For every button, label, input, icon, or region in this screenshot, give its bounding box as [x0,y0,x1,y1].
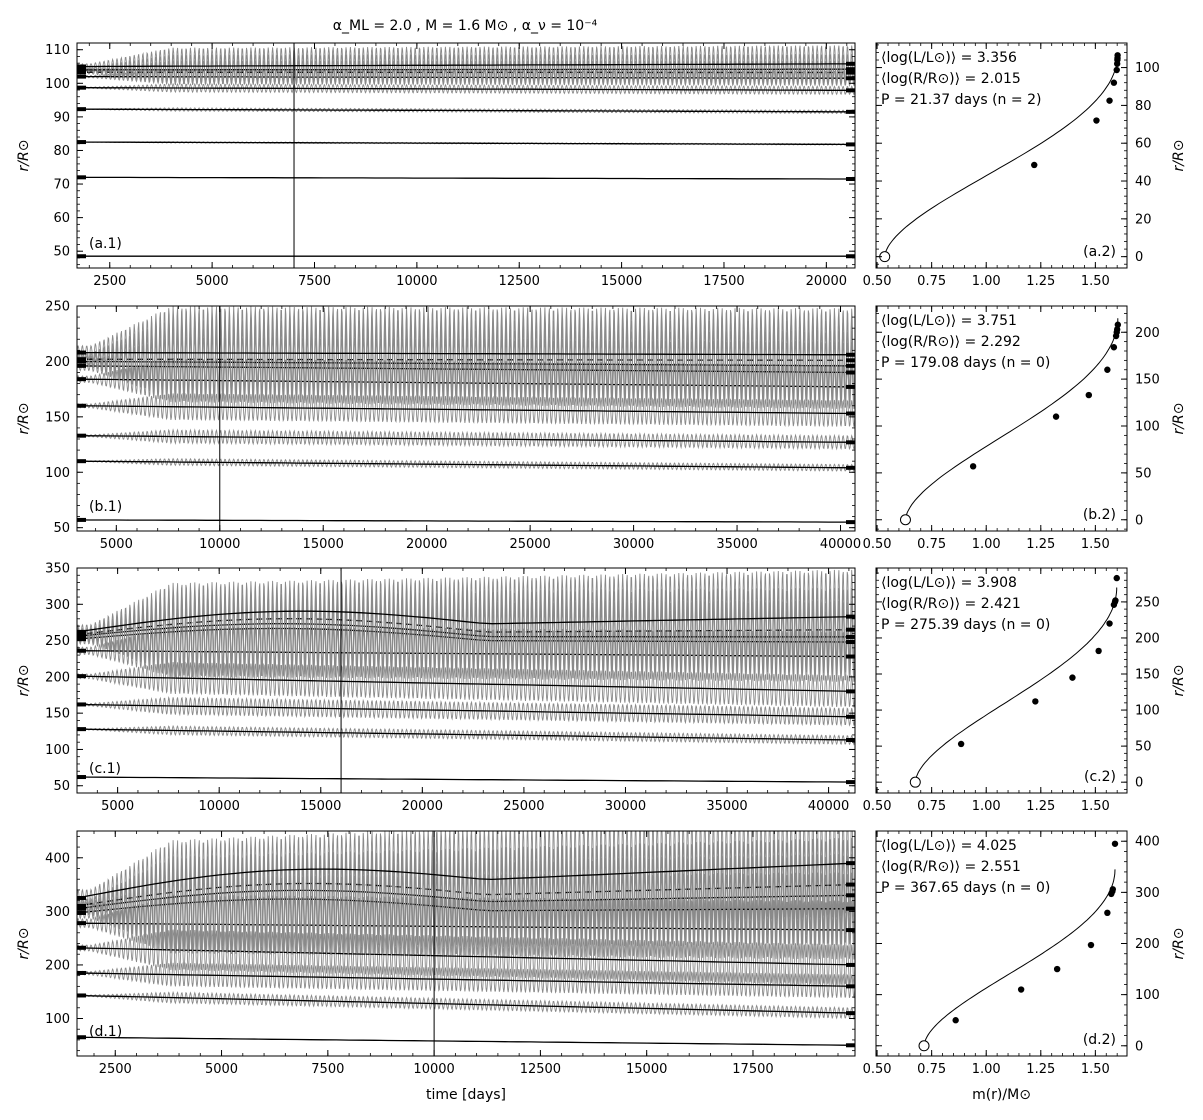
x-tick-label: 1.50 [1080,274,1110,289]
x-tick-label: 30000 [604,799,647,814]
shell-marker-right [846,928,855,932]
y-tick-label: 50 [1135,739,1152,755]
x-tick-label: 40000 [819,537,862,552]
shell-point [1054,966,1060,972]
plot-area [77,306,855,522]
shell-marker-right [846,893,855,897]
shell-marker-left [77,351,86,355]
x-tick-label: 1.50 [1080,799,1110,814]
shell-marker-left [77,434,86,438]
x-tick-label: 12500 [519,1062,562,1077]
annotation-0: ⟨log(L/L⊙)⟩ = 3.356 [881,50,1017,66]
annotation-1: ⟨log(R/R⊙)⟩ = 2.015 [881,71,1021,87]
shell-marker-right [846,715,855,719]
shell-marker-left [77,1035,86,1039]
shell-marker-right [846,883,855,887]
y-tick-label: 400 [1135,834,1160,850]
x-tick-label: 1.25 [1026,799,1056,814]
y-tick-label: 300 [1135,885,1160,901]
y-tick-label: 200 [45,670,70,686]
y-tick-label: 300 [45,597,70,613]
shell-marker-left [77,86,86,90]
y-tick-label: 50 [1135,466,1152,482]
x-tick-label: 0.75 [917,274,947,289]
y-axis-label: r/R⊙ [1171,927,1187,960]
y-tick-label: 200 [45,354,70,370]
mean-radius-shell-1 [77,996,855,1014]
y-tick-label: 150 [1135,372,1160,388]
mean-radius-shell-1 [77,177,855,179]
x-tick-label: 20000 [406,537,448,552]
shell-marker-right [846,628,855,632]
y-tick-label: 100 [1135,703,1160,719]
y-tick-label: 0 [1135,775,1144,791]
x-tick-label: 10000 [413,1062,455,1077]
x-tick-label: 5000 [195,274,229,289]
x-tick-label: 0.75 [917,799,947,814]
plot-area [77,45,855,256]
panel-b.2 [863,306,1187,552]
x-tick-label: 35000 [716,537,758,552]
y-tick-label: 100 [1135,988,1160,1004]
oscillation-shell-2 [77,697,855,725]
x-tick-label: 2500 [93,274,127,289]
shell-point [1115,322,1121,328]
x-tick-label: 12500 [498,274,540,289]
shell-marker-left [77,364,86,368]
x-axis-label: time [days] [425,1087,507,1103]
shell-marker-right [846,466,855,470]
shell-point [1110,886,1116,892]
shell-marker-left [77,946,86,950]
x-tick-label: 5000 [99,537,133,552]
y-tick-label: 20 [1135,212,1152,228]
shell-point [952,1017,958,1023]
x-tick-label: 5000 [101,799,135,814]
shell-point [1018,986,1024,992]
shell-marker-left [77,65,86,69]
x-tick-label: 7500 [311,1062,345,1077]
y-tick-label: 40 [1135,174,1152,190]
annotation-0: ⟨log(L/L⊙)⟩ = 3.751 [881,313,1017,329]
shell-point [970,463,976,469]
x-tick-label: 1.25 [1026,537,1056,552]
x-tick-label: 0.50 [862,1062,892,1077]
x-tick-label: 25000 [509,537,551,552]
panel-label: (b.2) [1082,507,1116,523]
x-tick-label: 10000 [199,537,241,552]
plot-area [77,570,855,782]
panel-label: (b.1) [89,499,123,515]
y-tick-label: 70 [53,177,70,193]
x-tick-label: 15000 [626,1062,668,1077]
shell-point [1114,52,1120,58]
y-axis-label: r/R⊙ [16,927,32,960]
shell-point [1114,575,1120,581]
x-tick-label: 25000 [503,799,545,814]
shell-marker-right [846,142,855,146]
shell-point [1106,97,1112,103]
panel-b.1 [16,300,861,553]
panel-a.1 [16,43,855,289]
shell-marker-right [846,861,855,865]
shell-marker-left [77,357,86,361]
inner-boundary-point [910,777,920,787]
panel-c.2 [863,568,1187,814]
y-tick-label: 100 [45,76,70,92]
x-tick-label: 1.25 [1026,1062,1056,1077]
y-tick-label: 100 [1135,419,1160,435]
shell-point [1053,413,1059,419]
x-tick-label: 1.50 [1080,1062,1110,1077]
y-tick-label: 50 [53,779,70,795]
y-tick-label: 50 [53,244,70,260]
y-tick-label: 100 [1135,61,1160,77]
mean-radius-shell-1 [77,461,855,468]
y-tick-label: 0 [1135,513,1144,529]
mean-radius-shell-0 [77,1037,855,1045]
figure-title: α_ML = 2.0 , M = 1.6 M⊙ , α_ν = 10⁻⁴ [332,18,598,34]
shell-marker-left [77,896,86,900]
x-tick-label: 1.25 [1026,274,1056,289]
x-tick-label: 17500 [703,274,745,289]
y-tick-label: 200 [1135,937,1160,952]
shell-marker-right [846,1011,855,1015]
shell-marker-left [77,649,86,653]
x-tick-label: 0.50 [862,274,892,289]
y-tick-label: 100 [45,465,70,481]
shell-point [1104,910,1110,916]
y-tick-label: 200 [1135,631,1160,647]
annotation-2: P = 179.08 days (n = 0) [881,355,1051,371]
panel-d.1 [16,810,855,1103]
shell-point [1111,344,1117,350]
shell-marker-right [846,1043,855,1047]
y-tick-label: 80 [1135,98,1152,114]
x-tick-label: 1.00 [971,274,1001,289]
x-tick-label: 15000 [300,799,342,814]
shell-point [1104,367,1110,373]
x-tick-label: 1.00 [971,1062,1001,1077]
x-tick-label: 10000 [198,799,240,814]
x-tick-label: 0.50 [862,537,892,552]
x-tick-label: 20000 [805,274,848,289]
y-tick-label: 250 [1135,595,1160,611]
y-tick-label: 110 [45,43,70,59]
y-axis-label: r/R⊙ [1171,139,1187,172]
x-tick-label: 17500 [732,1062,774,1077]
y-tick-label: 50 [53,521,70,537]
x-tick-label: 2500 [98,1062,132,1077]
mean-radius-shell-0 [77,520,855,522]
shell-point [1112,597,1118,603]
x-tick-label: 30000 [612,537,655,552]
shell-point [1032,698,1038,704]
y-tick-label: 200 [1135,325,1160,341]
panel-d.2 [863,831,1187,1103]
panel-label: (c.1) [89,761,121,777]
x-tick-label: 20000 [401,799,444,814]
x-tick-label: 15000 [302,537,344,552]
x-tick-label: 10000 [396,274,438,289]
inner-boundary-point [900,515,910,525]
shell-point [1088,942,1094,948]
shell-point [1031,162,1037,168]
shell-marker-right [846,520,855,524]
shell-marker-right [846,385,855,389]
panel-label: (a.2) [1083,244,1116,260]
shell-marker-left [77,971,86,975]
mean-radius-shell-2 [77,142,855,144]
y-axis-label: r/R⊙ [1171,664,1187,697]
x-tick-label: 5000 [204,1062,239,1077]
y-tick-label: 400 [45,851,70,867]
y-tick-label: 0 [1135,250,1144,266]
y-tick-label: 350 [45,561,70,577]
y-tick-label: 60 [53,211,70,227]
oscillation-shell-1 [77,992,855,1018]
annotation-1: ⟨log(R/R⊙)⟩ = 2.292 [881,334,1021,350]
panel-label: (d.1) [89,1024,123,1040]
y-tick-label: 150 [45,706,70,722]
x-tick-label: 7500 [297,274,332,289]
shell-point [1106,620,1112,626]
x-tick-label: 15000 [600,274,643,289]
x-tick-label: 1.00 [971,799,1001,814]
annotation-1: ⟨log(R/R⊙)⟩ = 2.421 [881,596,1021,612]
shell-point [1112,841,1118,847]
mean-radius-shell-0 [77,777,855,782]
plot-area [77,810,855,1045]
inner-boundary-point [919,1041,929,1051]
shell-marker-right [846,62,855,66]
shell-point [1093,117,1099,123]
y-tick-label: 60 [1135,136,1152,152]
y-axis-label: r/R⊙ [16,402,32,435]
shell-marker-right [846,907,855,911]
y-tick-label: 300 [45,904,70,920]
y-tick-label: 250 [45,299,70,315]
annotation-0: ⟨log(L/L⊙)⟩ = 4.025 [881,838,1017,854]
panel-c.1 [16,562,855,815]
x-tick-label: 0.50 [862,799,892,814]
y-tick-label: 150 [1135,667,1160,683]
shell-marker-left [77,904,86,908]
shell-point [1095,648,1101,654]
y-tick-label: 250 [45,634,70,650]
y-tick-label: 0 [1135,1039,1144,1055]
shell-marker-right [846,353,855,357]
x-tick-label: 0.75 [917,1062,947,1077]
y-tick-label: 100 [45,1012,70,1027]
y-tick-label: 100 [45,742,70,758]
y-axis-label: r/R⊙ [16,664,32,697]
shell-marker-right [846,635,855,639]
y-tick-label: 80 [53,143,70,159]
panel-a.2 [863,43,1187,289]
shell-marker-right [846,67,855,71]
shell-point [958,741,964,747]
shell-marker-left [77,377,86,381]
shell-point [1086,392,1092,398]
shell-marker-right [846,780,855,784]
shell-point [1069,674,1075,680]
shell-marker-right [846,412,855,416]
y-axis-label: r/R⊙ [16,139,32,172]
y-tick-label: 200 [45,958,70,974]
y-tick-label: 90 [53,110,70,126]
shell-point [1114,67,1120,73]
x-tick-label: 35000 [706,799,748,814]
x-tick-label: 1.50 [1080,537,1110,552]
x-tick-label: 1.00 [971,537,1001,552]
annotation-0: ⟨log(L/L⊙)⟩ = 3.908 [881,575,1017,591]
y-tick-label: 150 [45,410,70,426]
annotation-1: ⟨log(R/R⊙)⟩ = 2.551 [881,859,1021,875]
shell-marker-right [846,364,855,368]
x-axis-label: m(r)/M⊙ [972,1087,1031,1103]
mean-radius-shell-1 [77,729,855,740]
annotation-2: P = 367.65 days (n = 0) [881,880,1051,896]
shell-marker-left [77,674,86,678]
shell-marker-left [77,518,86,522]
shell-point [1111,80,1117,86]
x-tick-label: 40000 [807,799,850,814]
panel-label: (d.2) [1082,1032,1116,1048]
x-tick-label: 0.75 [917,537,947,552]
shell-marker-right [846,440,855,444]
shell-marker-right [846,738,855,742]
panel-label: (c.2) [1084,769,1116,785]
panel-label: (a.1) [89,236,122,252]
y-axis-label: r/R⊙ [1171,402,1187,435]
annotation-2: P = 275.39 days (n = 0) [881,617,1051,633]
annotation-2: P = 21.37 days (n = 2) [881,92,1042,108]
shell-marker-right [846,615,855,619]
